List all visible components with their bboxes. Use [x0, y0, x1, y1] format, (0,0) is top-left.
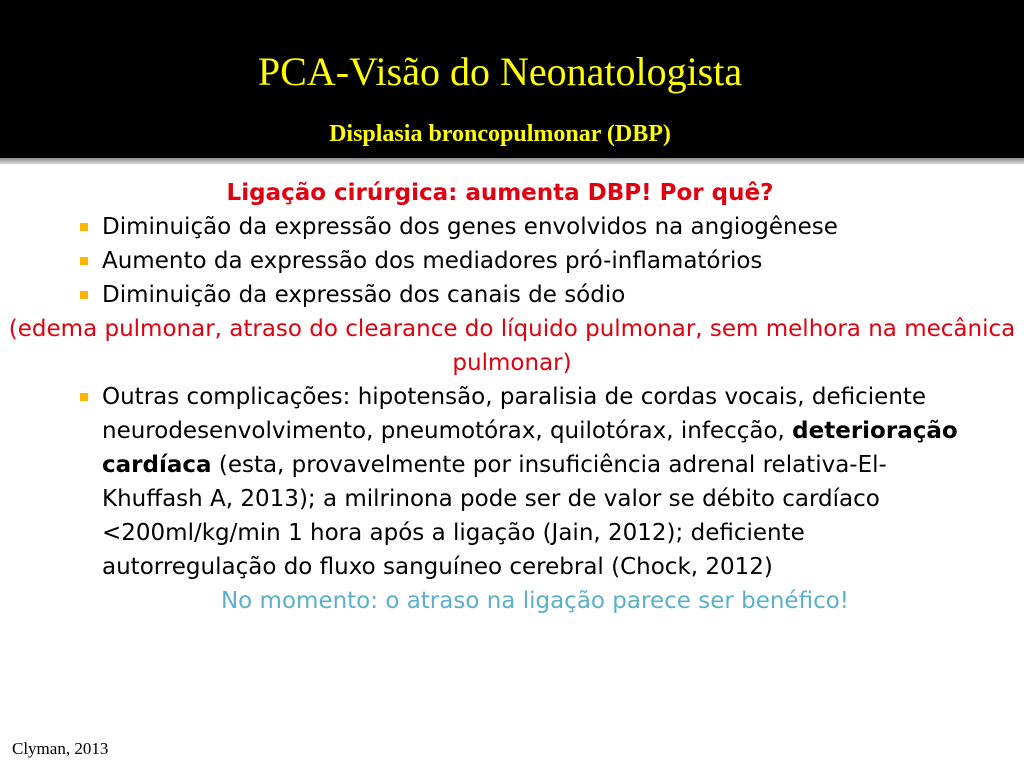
bullet-text-part1: Outras complicações: hipotensão, paralisia de cordas vocais, deficiente neurodesenvolvimento, pneumotórax, quilotórax, infecção, — [102, 384, 927, 444]
bullet-item — [0, 210, 1024, 244]
square-bullet-icon — [80, 393, 88, 401]
lead-question: Ligação cirúrgica: aumenta DBP! Por quê? — [226, 180, 774, 206]
bullet-text: Aumento da expressão dos mediadores pró-inflamatórios — [102, 248, 763, 274]
bullet-item — [0, 278, 1024, 312]
bullet-text-part2: (esta, provavelmente por insuficiência adrenal relativa-El-Khuffash A, 2013); a milrinona pode ser de valor se débito cardíaco <200ml/kg/min 1 hora após a ligação (Jain, 2012); deficiente autorregulação do fluxo sanguíneo cerebral (Chock, 2012) — [102, 452, 887, 580]
slide-title: PCA-Visão do Neonatologista — [257, 49, 743, 94]
slide-subtitle: Displasia broncopulmonar (DBP) — [329, 121, 671, 147]
slide-header — [0, 0, 1024, 158]
bullet-text-bold: deterioração cardíaca — [102, 418, 958, 478]
bullet-text: Diminuição da expressão dos canais de sódio — [102, 282, 626, 308]
header-divider — [0, 158, 1024, 164]
citation-footer: Clyman, 2013 — [12, 739, 109, 758]
square-bullet-icon — [80, 223, 88, 231]
conclusion-text: No momento: o atraso na ligação parece ser benéfico! — [220, 588, 850, 614]
bullet-item — [0, 380, 1024, 584]
red-note: (edema pulmonar, atraso do clearance do líquido pulmonar, sem melhora na mecânica pulmonar) — [8, 316, 1016, 376]
square-bullet-icon — [80, 257, 88, 265]
bullet-text: Diminuição da expressão dos genes envolvidos na angiogênese — [102, 214, 838, 240]
slide-content — [0, 176, 1024, 618]
square-bullet-icon — [80, 291, 88, 299]
bullet-item — [0, 244, 1024, 278]
